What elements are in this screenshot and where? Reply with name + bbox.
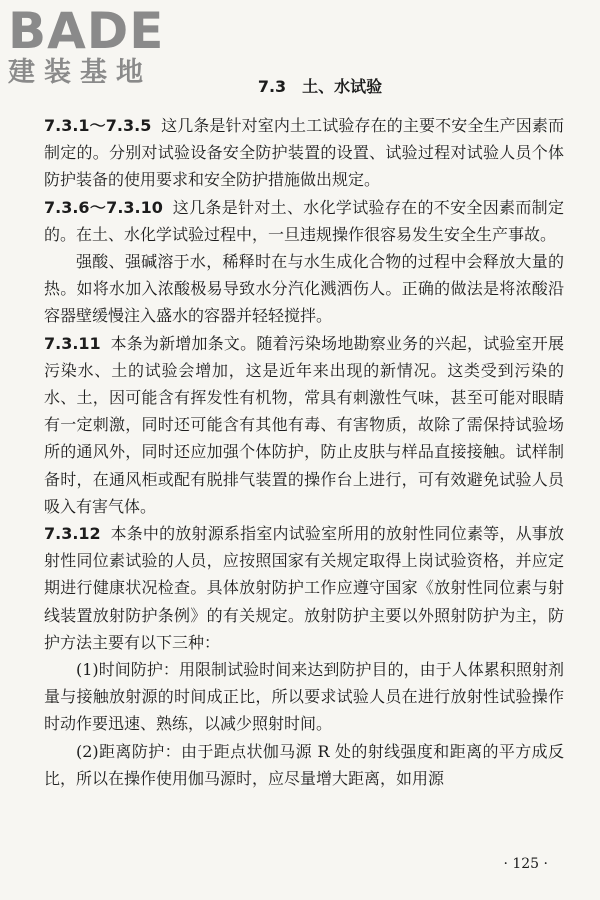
paragraph: 强酸、强碱溶于水，稀释时在与水生成化合物的过程中会释放大量的热。如将水加入浓酸极易导致水分汽化溅洒伤人。正确的做法是将浓酸沿容器壁缓慢注入盛水的容器并轻轻搅拌。 bbox=[44, 252, 564, 326]
clause-number: 7.3.11 bbox=[44, 333, 101, 353]
logo-subtitle: 建装基地 bbox=[8, 57, 152, 88]
paragraph: (2)距离防护：由于距点状伽马源 R 处的射线强度和距离的平方成反比，所以在操作使用伽马源时，应尽量增大距离，如用源 bbox=[44, 741, 564, 788]
paragraph-text: 本条为新增加条文。随着污染场地勘察业务的兴起，试验室开展污染水、土的试验会增加，这是近年来出现的新情况。这类受到污染的水、土，因可能含有挥发性有机物，常具有刺激性气味，甚至可能对眼睛有一定刺激，同时还可能含有其他有毒、有害物质，故除了需保持试验场所的通风外，同时还应加强个体防护，防止皮肤与样品直接接触。试样制备时，在通风柜或配有脱排气装置的操作台上进行，可有效避免试验人员吸入有害气体。 bbox=[44, 333, 564, 516]
paragraph-text: 这几条是针对室内土工试验存在的主要不安全生产因素而制定的。分别对试验设备安全防护装置的设置、试验过程对试验人员个体防护装备的使用要求和安全防护措施做出规定。 bbox=[44, 116, 564, 190]
page-number: · 125 · bbox=[503, 856, 548, 872]
section-title: 7.3 土、水试验 bbox=[257, 77, 383, 96]
paragraph bbox=[44, 112, 564, 194]
logo-wordmark: BADE bbox=[8, 2, 165, 60]
paragraph bbox=[44, 194, 564, 248]
clause-number: 7.3.1～7.3.5 bbox=[44, 116, 152, 135]
paragraph bbox=[44, 330, 564, 520]
clause-number: 7.3.12 bbox=[44, 524, 101, 544]
paragraph bbox=[44, 520, 564, 656]
clause-number: 7.3.6～7.3.10 bbox=[44, 197, 163, 217]
paragraph-text: 本条中的放射源系指室内试验室所用的放射性同位素等，从事放射性同位素试验的人员，应按照国家有关规定取得上岗试验资格，并应定期进行健康状况检查。具体放射防护工作应遵守国家《放射性同位素与射线装置放射防护条例》的有关规定。放射防护主要以外照射防护为主，防护方法主要有以下三种： bbox=[44, 524, 564, 652]
paragraph: (1)时间防护：用限制试验时间来达到防护目的，由于人体累积照射剂量与接触放射源的时间成正比，所以要求试验人员在进行放射性试验操作时动作要迅速、熟练，以减少照射时间。 bbox=[44, 660, 564, 734]
paragraph-text: 这几条是针对土、水化学试验存在的不安全因素而制定的。在土、水化学试验过程中，一旦违规操作很容易发生安全生产事故。 bbox=[44, 197, 564, 244]
body-text bbox=[44, 112, 564, 792]
